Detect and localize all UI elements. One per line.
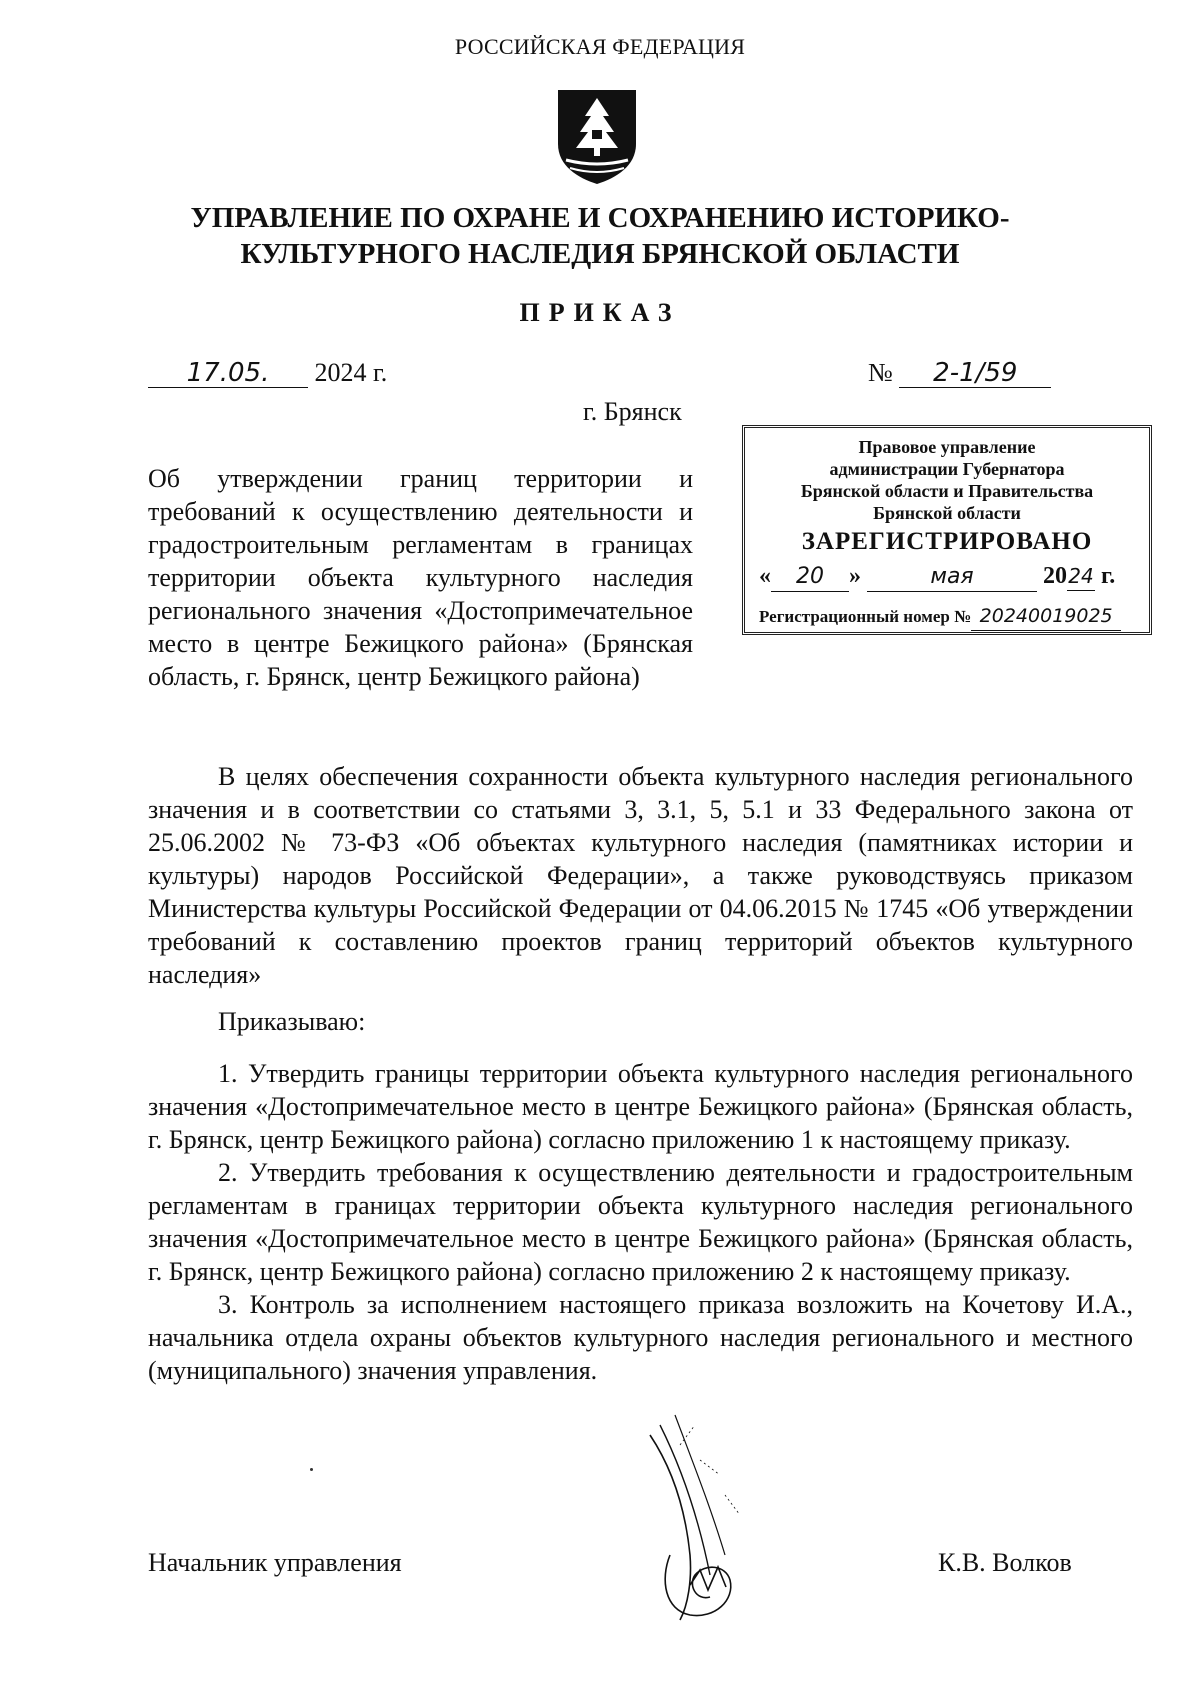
stamp-reg-number: 20240019025 xyxy=(971,602,1121,631)
stamp-reg-row xyxy=(745,602,1149,631)
stamp-line-2: администрации Губернатора xyxy=(829,459,1065,479)
stamp-line-3: Брянской области и Правительства xyxy=(800,481,1094,501)
order-items xyxy=(148,1057,1133,1387)
date-handwritten: 17.05. xyxy=(148,359,308,388)
date-year: 2024 г. xyxy=(314,358,388,387)
preamble xyxy=(148,760,1133,991)
stamp-year-suffix: 24 xyxy=(1067,562,1095,591)
preamble-text: В целях обеспечения сохранности объекта культурного наследия регионального значения и в соответствии со статьями 3, 3.1, 5, 5.1 и 33 Федерального закона от 25.06.2002 № 73-ФЗ «Об объектах культурного наследия (памятниках истории и культуры) народов Российской Федерации», а также руководствуясь приказом Министерства культуры Российской Федерации от 04.06.2015 № 1745 «Об утверждении требований к составлению проектов границ территорий объектов культурного наследия» xyxy=(148,762,1133,989)
stamp-line-1: Правовое управление xyxy=(858,437,1036,457)
stray-dot xyxy=(310,1468,313,1471)
handwritten-signature xyxy=(630,1405,780,1635)
order-item-2: 2. Утвердить требования к осуществлению деятельности и градостроительным регламентам в границах территории объекта культурного наследия регионального значения «Достопримечательное место в центре Бежицкого района» (Брянская область, г. Брянск, центр Бежицкого района) согласно приложению 2 к настоящему приказу. xyxy=(148,1158,1133,1286)
country-header: РОССИЙСКАЯ ФЕДЕРАЦИЯ xyxy=(454,34,746,59)
stamp-year-unit: г. xyxy=(1101,563,1116,589)
stamp-year-prefix: 20 xyxy=(1043,563,1067,589)
stamp-date-row: « 20 » мая 2024 г. xyxy=(745,562,1149,592)
org-line-1: УПРАВЛЕНИЕ ПО ОХРАНЕ И СОХРАНЕНИЮ ИСТОРИКО- xyxy=(190,202,1010,234)
number-handwritten: 2-1/59 xyxy=(899,359,1051,388)
order-word: Приказываю: xyxy=(218,1007,366,1036)
document-title: Об утверждении границ территории и требований к осуществлению деятельности и градостроительным регламентам в границах территории объекта культурного наследия регионального значения «Достопримечательное место в центре Бежицкого района» (Брянская область, г. Брянск, центр Бежицкого района) xyxy=(148,464,693,691)
org-line-2: КУЛЬТУРНОГО НАСЛЕДИЯ БРЯНСКОЙ ОБЛАСТИ xyxy=(240,238,960,270)
stamp-day: 20 xyxy=(771,563,849,592)
stamp-registered: ЗАРЕГИСТРИРОВАНО xyxy=(801,528,1093,555)
registration-stamp xyxy=(742,425,1152,635)
order-item-1: 1. Утвердить границы территории объекта культурного наследия регионального значения «Достопримечательное место в центре Бежицкого района» (Брянская область, г. Брянск, центр Бежицкого района) согласно приложению 1 к настоящему приказу. xyxy=(148,1059,1133,1154)
coat-of-arms-icon xyxy=(552,86,642,186)
stamp-line-4: Брянской области xyxy=(873,503,1021,523)
order-item-3: 3. Контроль за исполнением настоящего приказа возложить на Кочетову И.А., начальника отдела охраны объектов культурного наследия регионального и местного (муниципального) значения управления. xyxy=(148,1290,1133,1385)
signatory-name: К.В. Волков xyxy=(938,1548,1072,1577)
stamp-month: мая xyxy=(867,563,1037,592)
number-line xyxy=(868,358,1051,388)
stamp-reg-label: Регистрационный номер № xyxy=(759,607,972,626)
number-label: № xyxy=(868,358,893,387)
document-type: ПРИКАЗ xyxy=(519,298,681,327)
signatory-position: Начальник управления xyxy=(148,1548,402,1577)
organization-name xyxy=(150,200,1050,272)
city: г. Брянск xyxy=(583,397,682,426)
date-line xyxy=(148,358,387,388)
